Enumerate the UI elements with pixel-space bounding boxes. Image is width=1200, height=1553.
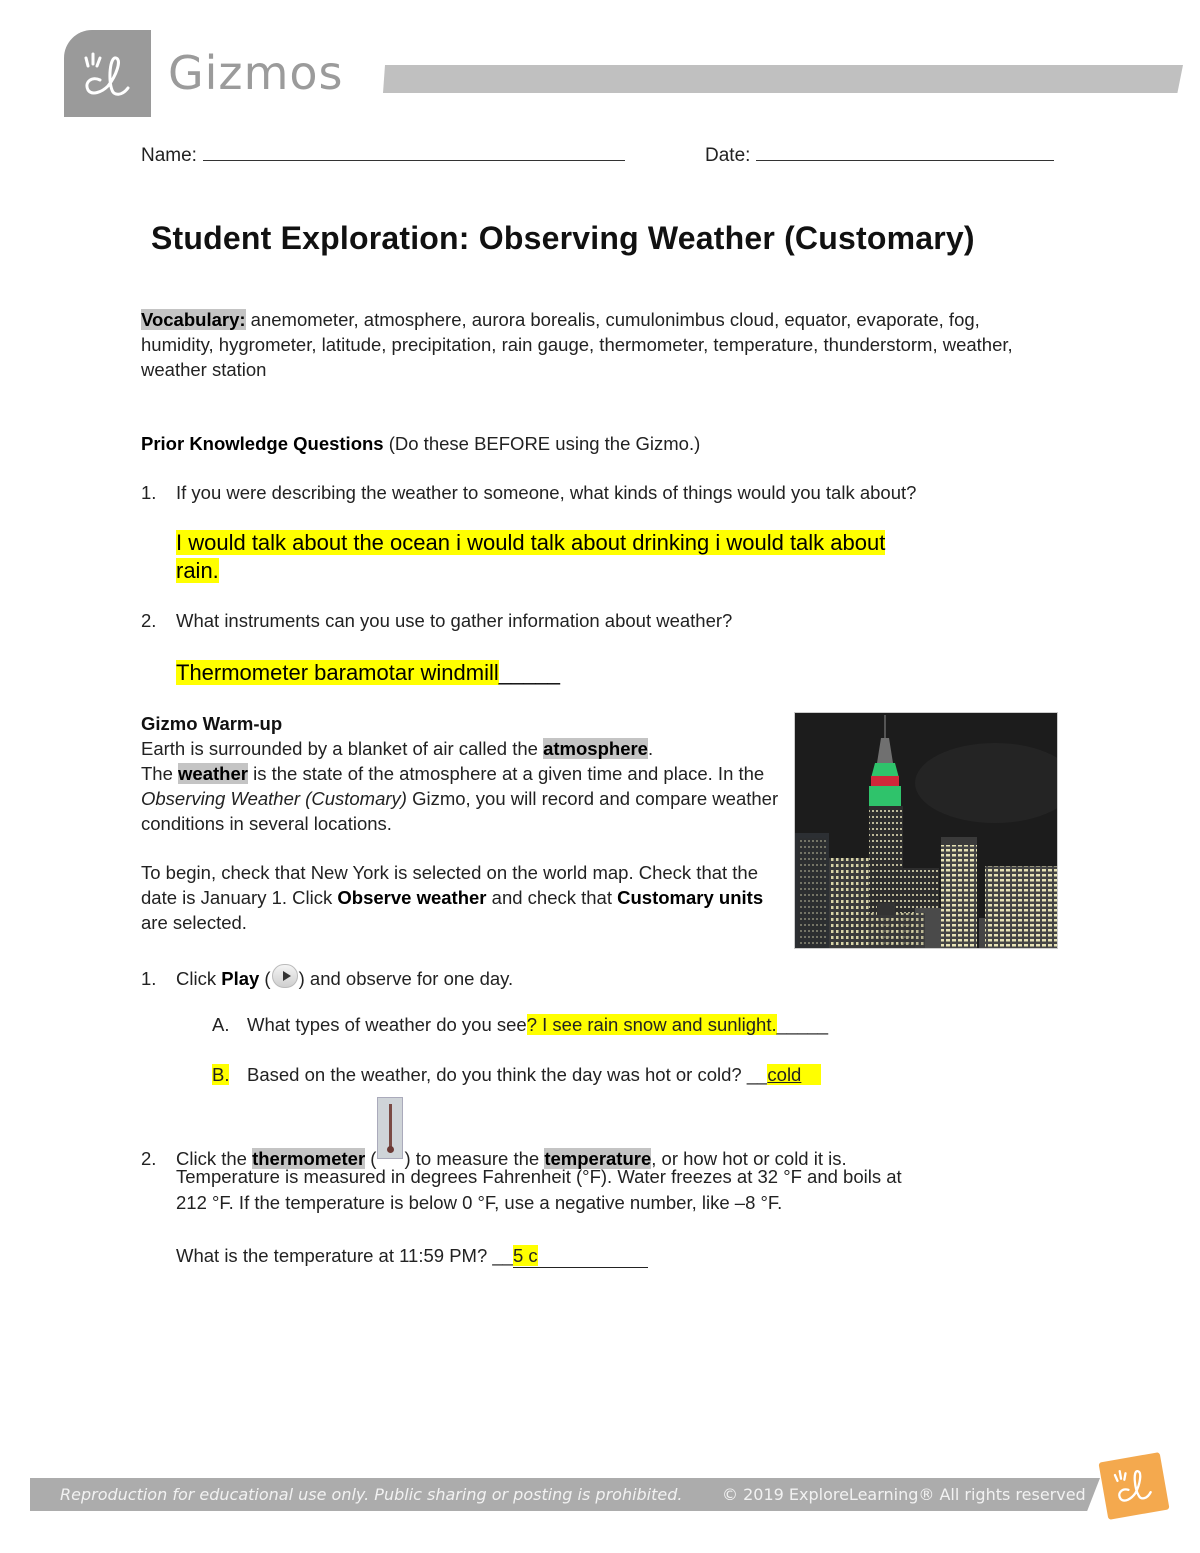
prior-knowledge-note: (Do these BEFORE using the Gizmo.) [388,433,701,454]
gizmos-logo [64,30,151,117]
warmup-text: . [647,738,654,759]
instruction-text: and check that [486,887,618,908]
vocabulary-section [141,307,1021,382]
answer-blank: _____ [498,660,560,685]
question-text: If you were describing the weather to someone, what kinds of things would you talk about? [176,482,917,503]
temperature-question [176,1245,648,1268]
question-number: 1. [141,968,157,989]
page-title: Student Exploration: Observing Weather (Customary) [151,220,975,256]
question-text: ( [365,1148,377,1169]
prior-answer-1[interactable] [176,529,1066,585]
explorelearning-el-icon [1107,1459,1160,1510]
prompt-text: What is the temperature at 11:59 PM? [176,1245,493,1266]
prior-answer-2[interactable] [176,659,560,687]
name-label: Name: [141,145,197,166]
question-text: ( [259,968,271,989]
warmup-heading: Gizmo Warm-up [141,713,283,734]
warmup-text: Earth is surrounded by a blanket of air called the [141,738,544,759]
play-icon [272,964,298,988]
answer-blank: __ [492,1245,513,1266]
date-label: Date: [705,145,751,166]
new-york-skyline-image [794,712,1058,949]
skyline-illustration [795,713,1058,949]
temperature-answer: 5 c [512,1245,538,1266]
warmup-text: is the state of the atmosphere at a given time and place. In the [247,763,765,784]
question-2-line-2: Temperature is measured in degrees Fahrenheit (°F). Water freezes at 32 °F and boils at [176,1166,902,1187]
warmup-section [141,711,781,836]
question-text: ) to measure the [404,1148,545,1169]
brand-name: Gizmos [168,46,344,100]
play-label: Play [221,968,260,989]
gizmo-name: Observing Weather (Customary) [141,788,407,809]
question-text: Click [176,968,222,989]
part-letter: A. [212,1014,230,1035]
term-temperature: temperature [544,1148,652,1169]
warmup-text: Gizmo, you will record and compare weather conditions in several locations. [141,788,779,834]
question-text: What instruments can you use to gather information about weather? [176,610,733,631]
question-text: , or how hot or cold it is. [651,1148,847,1169]
part-answer[interactable]: cold [767,1064,821,1085]
question-text: ) and observe for one day. [298,968,514,989]
question-2-line-3: 212 °F. If the temperature is below 0 °F, use a negative number, like –8 °F. [176,1192,783,1213]
explorelearning-el-icon [78,50,138,100]
part-question: Based on the weather, do you think the day was hot or cold? [247,1064,747,1085]
prior-knowledge-heading-row [141,431,700,456]
name-field-row [141,143,625,167]
prior-knowledge-heading: Prior Knowledge Questions [141,433,384,454]
question-number: 2. [141,1148,157,1169]
part-question: What types of weather do you see [247,1014,527,1035]
term-thermometer: thermometer [252,1148,366,1169]
part-letter: B. [212,1064,230,1085]
explorelearning-footer-logo [1098,1452,1169,1520]
header-bar [383,65,1183,93]
vocabulary-terms: anemometer, atmosphere, aurora borealis, cumulonimbus cloud, equator, evaporate, fog, humidity, hygrometer, latitude, precipitation, rain gauge, thermometer, temperature, thunderstorm, weather, weather station [141,309,1013,380]
date-field-row [705,143,1054,167]
warmup-instructions [141,860,781,935]
answer-text: Thermometer baramotar windmill [176,660,499,685]
activity-question-1a [212,1014,828,1036]
activity-question-1b [212,1064,821,1086]
answer-blank: __ [746,1064,768,1085]
prior-question-2 [141,610,732,632]
prior-question-1 [141,482,916,504]
term-weather: weather [178,763,248,784]
name-field[interactable] [203,143,625,161]
vocabulary-label: Vocabulary: [141,309,246,330]
footer-disclaimer: Reproduction for educational use only. Public sharing or posting is prohibited. [60,1485,683,1504]
answer-blank: _____ [776,1014,829,1035]
answer-line-1: I would talk about the ocean i would talk about drinking i would talk about [176,530,886,555]
question-number: 2. [141,610,157,631]
observe-weather-label: Observe weather [337,887,487,908]
activity-question-2 [141,1098,1041,1169]
footer-copyright: © 2019 ExploreLearning® All rights reserved [722,1485,1086,1504]
warmup-text: The [141,763,179,784]
term-atmosphere: atmosphere [543,738,648,759]
instruction-text: To begin, check that New York is selected on the world map. Check that the date is January 1. Click [141,862,759,908]
activity-question-1 [141,964,513,990]
question-text: Click the [176,1148,253,1169]
instruction-text: are selected. [141,912,247,933]
part-answer[interactable]: ? I see rain snow and sunlight. [526,1014,777,1035]
answer-line-2: rain. [176,558,219,583]
temperature-answer-field[interactable] [513,1245,648,1268]
thermometer-icon [377,1097,403,1159]
customary-units-label: Customary units [617,887,764,908]
date-field[interactable] [756,143,1054,161]
question-number: 1. [141,482,157,503]
